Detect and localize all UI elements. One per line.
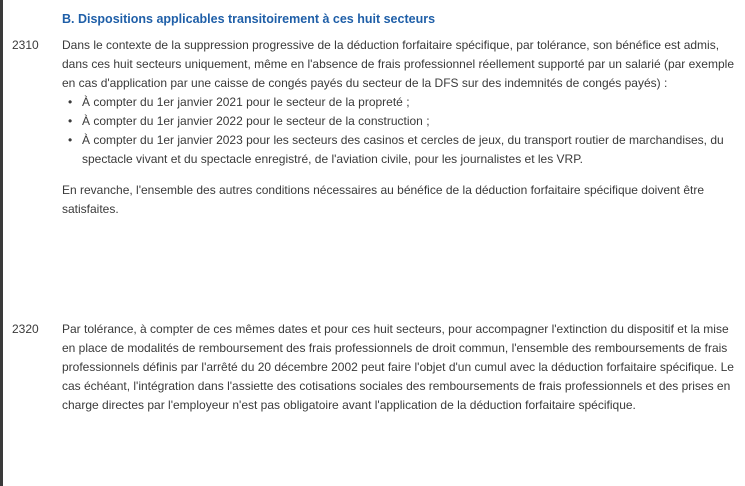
bullet-marker: • [68, 95, 73, 109]
list-item [62, 131, 734, 169]
list-item [62, 93, 734, 112]
list-item [62, 112, 734, 131]
section-heading: B. Dispositions applicables transitoirement à ces huit secteurs [62, 12, 436, 26]
paragraph-number-2310: 2310 [12, 38, 39, 52]
paragraph-2310-intro: Dans le contexte de la suppression progressive de la déduction forfaitaire spécifique, par tolérance, son bénéfice est admis, dans ces huit secteurs uniquement, même en l'absence de frais professionnel réellement supporté par un salarié (par exemple en cas d'application par une caisse de congés payés du secteur de la DFS sur des indemnités de congés payés) : [62, 38, 734, 90]
bullet-marker: • [68, 114, 73, 128]
paragraph-2310-closing: En revanche, l'ensemble des autres conditions nécessaires au bénéfice de la déduction forfaitaire spécifique doivent être satisfaites. [62, 183, 705, 216]
bullet-list [62, 93, 734, 169]
paragraph-number-2320: 2320 [12, 322, 39, 336]
list-item-text: À compter du 1er janvier 2022 pour le secteur de la construction ; [82, 114, 430, 128]
paragraph-2320 [62, 320, 734, 415]
bullet-marker: • [68, 133, 73, 147]
list-item-text: À compter du 1er janvier 2023 pour les secteurs des casinos et cercles de jeux, du transport routier de marchandises, du spectacle vivant et du spectacle enregistré, de l'aviation civile, pour les journalistes et les VRP. [82, 133, 724, 166]
paragraph-2320-body: Par tolérance, à compter de ces mêmes dates et pour ces huit secteurs, pour accompagner l'extinction du dispositif et la mise en place de modalités de remboursement des frais professionnels de droit commun, l'ensemble des remboursements de frais professionnels définis par l'arrêté du 20 décembre 2002 peut faire l'objet d'un cumul avec la déduction forfaitaire spécifique. Le cas échéant, l'intégration dans l'assiette des cotisations sociales des remboursements de frais professionnels et des prises en charge directes par l'employeur n'est pas obligatoire avant l'application de la déduction forfaitaire spécifique. [62, 322, 734, 412]
list-item-text: À compter du 1er janvier 2021 pour le secteur de la propreté ; [82, 95, 410, 109]
paragraph-2310 [62, 36, 734, 219]
